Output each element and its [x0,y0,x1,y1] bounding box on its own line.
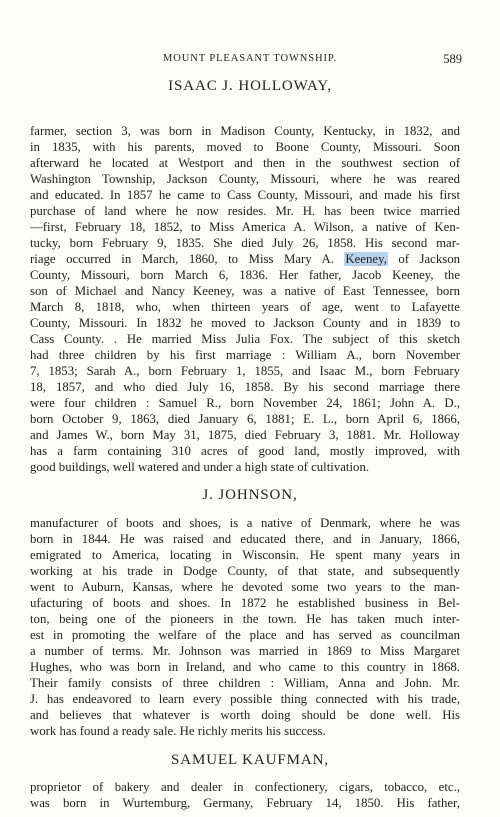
running-title: MOUNT PLEASANT TOWNSHIP. [163,53,337,64]
text-line: went to Auburn, Kansas, where he devoted some two years to the man- [30,580,460,594]
text-line: son of Michael and Nancy Keeney, was a native of East Tennessee, born [30,284,460,298]
text-line: and believes that whatever is worth doing should be done well. His [30,708,460,722]
text-line: County, Missouri, born March 6, 1836. Her father, Jacob Keeney, the [30,268,460,282]
text-line: has a farm containing 310 acres of good land, mostly improved, with [30,444,460,458]
text-line: farmer, section 3, was born in Madison County, Kentucky, in 1832, and [30,124,460,138]
text-line: afterward he located at Westport and then in the southwest section of [30,156,460,170]
text-line: County, Missouri. In 1832 he moved to Jackson County and in 1839 to [30,316,460,330]
text-line: was born in Wurtemburg, Germany, February 14, 1850. His father, [30,796,460,810]
text-line: March 8, 1818, who, when thirteen years of age, went to Lafayette [30,300,460,314]
text-line: Washington Township, Jackson County, Missouri, where he was reared [30,172,460,186]
text-line-start: riage occurred in March, 1860, to Miss Mary A. [30,252,345,266]
page-number: 589 [443,52,462,66]
text-line: good buildings, well watered and under a high state of cultivation. [30,460,370,474]
text-line: 7, 1853; Sarah A., born February 1, 1855, and Isaac M., born February [30,364,460,378]
text-line: tucky, born February 9, 1835. She died July 26, 1858. His second mar- [30,236,460,250]
text-line: —first, February 18, 1852, to Miss America A. Wilson, a native of Ken- [30,220,460,234]
entry-heading: ISAAC J. HOLLOWAY, [168,78,332,94]
highlighted-word: Keeney, [345,252,387,266]
text-line: had three children by his first marriage : William A., born November [30,348,460,362]
text-line: purchase of land where he now resides. Mr. H. has been twice married [30,204,460,218]
text-line: work has found a ready sale. He richly merits his success. [30,724,326,738]
text-line: 18, 1857, and who died July 16, 1858. By his second marriage there [30,380,460,394]
text-line-end: of Jackson [387,252,460,266]
text-line: Hughes, who was born in Ireland, and who came to this country in 1868. [30,660,460,674]
text-line: J. has endeavored to learn every possible thing connected with his trade, [30,692,460,706]
running-head [0,52,500,68]
text-line: born October 9, 1863, died January 6, 1881; E. L., born April 6, 1866, [30,412,460,426]
text-line: and James W., born May 31, 1875, died February 3, 1881. Mr. Holloway [30,428,460,442]
entry-heading: SAMUEL KAUFMAN, [171,752,329,768]
text-line: were four children : Samuel R., born November 24, 1861; John A. D., [30,396,460,410]
text-line: a number of terms. Mr. Johnson was married in 1869 to Miss Margaret [30,644,460,658]
text-line: manufacturer of boots and shoes, is a native of Denmark, where he was [30,516,460,530]
text-line: est in promoting the welfare of the place and has served as councilman [30,628,460,642]
text-line: working at his trade in Dodge County, of that state, and subsequently [30,564,460,578]
text-line-with-highlight [30,251,460,267]
text-line: Their family consists of three children : William, Anna and John. Mr. [30,676,460,690]
text-line: ton, being one of the pioneers in the town. He has taken much inter- [30,612,460,626]
text-line: proprietor of bakery and dealer in confectionery, cigars, tobacco, etc., [30,780,460,794]
text-line: and educated. In 1857 he came to Cass County, Missouri, and made his first [30,188,460,202]
text-line: emigrated to America, locating in Wisconsin. He spent many years in [30,548,460,562]
text-line: born in 1844. He was raised and educated there, and in January, 1866, [30,532,460,546]
text-line: ufacturing of boots and shoes. In 1872 he established business in Bel- [30,596,460,610]
text-line: in 1835, with his parents, moved to Boone County, Missouri. Soon [30,140,460,154]
entry-heading: J. JOHNSON, [202,487,298,503]
text-line: Cass County. . He married Miss Julia Fox. The subject of this sketch [30,332,460,346]
